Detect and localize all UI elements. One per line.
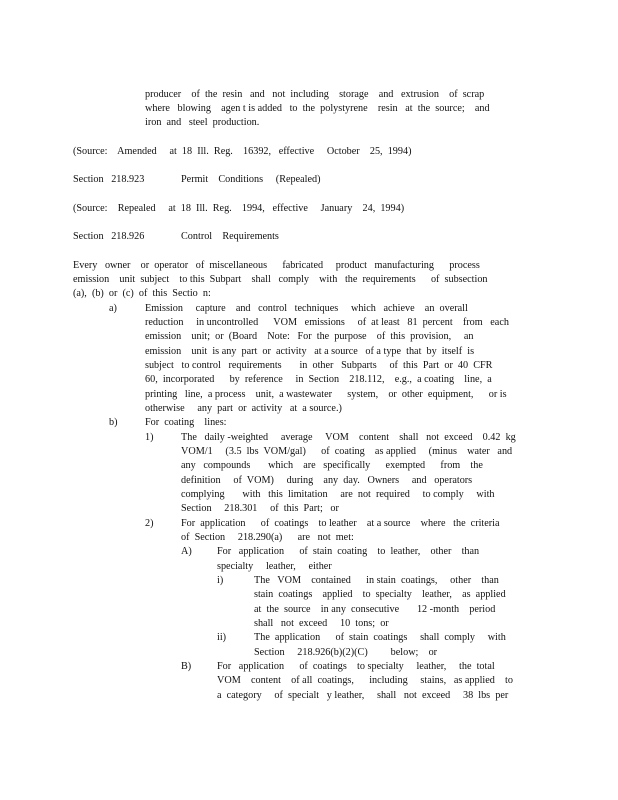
item-i-label: i) bbox=[217, 575, 224, 586]
item-i-line-4: shall not exceed 10 tons; or bbox=[254, 618, 389, 629]
source-note-2: (Source: Repealed at 18 Ill. Reg. 1994, effective January 24, 1994) bbox=[73, 203, 405, 214]
item-a-line-6: 60, incorporated by reference in Section 218.112, e.g., a coating line, a bbox=[145, 374, 492, 385]
item-b1-line-6: Section 218.301 of this Part; or bbox=[181, 503, 339, 514]
item-i-line-1: The VOM contained in stain coatings, other than bbox=[254, 575, 499, 586]
item-i-line-2: stain coatings applied to specialty leather, as applied bbox=[254, 589, 506, 600]
item-b-label: b) bbox=[109, 417, 118, 428]
item-a-line-8: otherwise any part or activity at a source.) bbox=[145, 403, 342, 414]
item-B-line-2: VOM content of all coatings, including stains, as applied to bbox=[217, 675, 513, 686]
item-B-line-3: a category of specialt y leather, shall not exceed 38 lbs per bbox=[217, 690, 509, 701]
item-a-line-5: subject to control requirements in other Subparts of this Part or 40 CFR bbox=[145, 360, 493, 371]
item-a-line-1: Emission capture and control techniques which achieve an overall bbox=[145, 303, 468, 314]
section-926-number: Section 218.926 bbox=[73, 231, 145, 242]
intro-line-3: iron and steel production. bbox=[145, 117, 260, 128]
item-ii-label: ii) bbox=[217, 632, 227, 643]
para-line-2: emission unit subject to this Subpart shall comply with the requirements of subsection bbox=[73, 274, 488, 285]
item-a-label: a) bbox=[109, 303, 117, 314]
item-b2-line-2: of Section 218.290(a) are not met: bbox=[181, 532, 354, 543]
item-b1-line-1: The daily -weighted average VOM content shall not exceed 0.42 kg bbox=[181, 432, 516, 443]
item-ii-line-2: Section 218.926(b)(2)(C) below; or bbox=[254, 647, 438, 658]
item-b1-line-4: definition of VOM) during any day. Owners and operators bbox=[181, 475, 473, 486]
item-a-line-2: reduction in uncontrolled VOM emissions of at least 81 percent from each bbox=[145, 317, 509, 328]
para-line-3: (a), (b) or (c) of this Sectio n: bbox=[73, 288, 211, 299]
item-a-line-3: emission unit; or (Board Note: For the purpose of this provision, an bbox=[145, 331, 474, 342]
item-A-line-2: specialty leather, either bbox=[217, 561, 332, 572]
item-b2-label: 2) bbox=[145, 518, 154, 529]
item-b1-line-5: complying with this limitation are not required to comply with bbox=[181, 489, 495, 500]
item-b2-line-1: For application of coatings to leather at a source where the criteria bbox=[181, 518, 500, 529]
item-b-heading: For coating lines: bbox=[145, 417, 227, 428]
item-i-line-3: at the source in any consecutive 12 -month period bbox=[254, 604, 496, 615]
item-b1-line-2: VOM/1 (3.5 lbs VOM/gal) of coating as applied (minus water and bbox=[181, 446, 513, 457]
item-ii-line-1: The application of stain coatings shall comply with bbox=[254, 632, 506, 643]
item-A-label: A) bbox=[181, 546, 192, 557]
section-923-number: Section 218.923 bbox=[73, 174, 145, 185]
para-line-1: Every owner or operator of miscellaneous fabricated product manufacturing process bbox=[73, 260, 480, 271]
item-B-label: B) bbox=[181, 661, 192, 672]
item-A-line-1: For application of stain coating to leather, other than bbox=[217, 546, 480, 557]
intro-line-1: producer of the resin and not including storage and extrusion of scrap bbox=[145, 89, 485, 100]
item-b1-label: 1) bbox=[145, 432, 154, 443]
item-B-line-1: For application of coatings to specialty leather, the total bbox=[217, 661, 495, 672]
item-a-line-4: emission unit is any part or activity at a source of a type that by itself is bbox=[145, 346, 475, 357]
item-a-line-7: printing line, a process unit, a wastewater system, or other equipment, or is bbox=[145, 389, 507, 400]
intro-line-2: where blowing agen t is added to the polystyrene resin at the source; and bbox=[145, 103, 490, 114]
section-926-title: Control Requirements bbox=[181, 231, 279, 242]
source-note-1: (Source: Amended at 18 Ill. Reg. 16392, effective October 25, 1994) bbox=[73, 146, 412, 157]
section-923-title: Permit Conditions (Repealed) bbox=[181, 174, 321, 185]
item-b1-line-3: any compounds which are specifically exempted from the bbox=[181, 460, 483, 471]
